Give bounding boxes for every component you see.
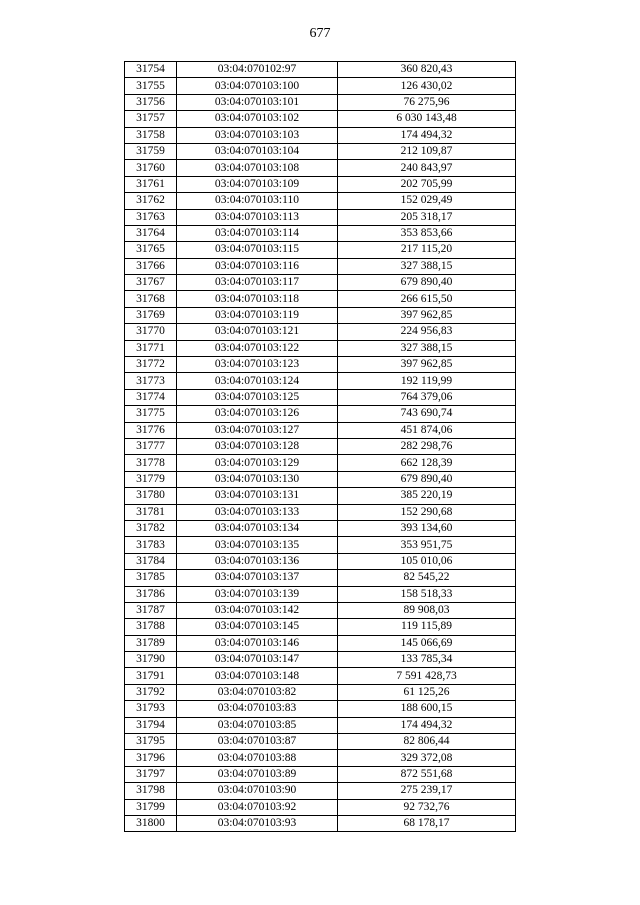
row-number-cell: 31796 (125, 750, 177, 766)
table-row (125, 570, 516, 586)
cadastral-value-cell: 205 318,17 (338, 209, 516, 225)
cadastral-number-cell: 03:04:070103:147 (177, 652, 338, 668)
table-row (125, 127, 516, 143)
table-row (125, 750, 516, 766)
cadastral-value-cell: 126 430,02 (338, 78, 516, 94)
cadastral-value-cell: 397 962,85 (338, 357, 516, 373)
cadastral-value-cell: 872 551,68 (338, 766, 516, 782)
table-row (125, 340, 516, 356)
table-row (125, 815, 516, 831)
table-row (125, 209, 516, 225)
table-row (125, 242, 516, 258)
table-row (125, 143, 516, 159)
cadastral-value-cell: 119 115,89 (338, 619, 516, 635)
cadastral-value-cell: 743 690,74 (338, 406, 516, 422)
cadastral-value-cell: 360 820,43 (338, 62, 516, 78)
cadastral-value-cell: 275 239,17 (338, 783, 516, 799)
row-number-cell: 31763 (125, 209, 177, 225)
cadastral-number-cell: 03:04:070103:130 (177, 471, 338, 487)
cadastral-number-cell: 03:04:070103:128 (177, 438, 338, 454)
row-number-cell: 31756 (125, 94, 177, 110)
row-number-cell: 31757 (125, 111, 177, 127)
cadastral-value-cell: 240 843,97 (338, 160, 516, 176)
table-row (125, 78, 516, 94)
cadastral-number-cell: 03:04:070102:97 (177, 62, 338, 78)
table-row (125, 471, 516, 487)
row-number-cell: 31786 (125, 586, 177, 602)
row-number-cell: 31759 (125, 143, 177, 159)
cadastral-value-cell: 327 388,15 (338, 340, 516, 356)
table-row (125, 684, 516, 700)
cadastral-number-cell: 03:04:070103:104 (177, 143, 338, 159)
cadastral-value-cell: 202 705,99 (338, 176, 516, 192)
cadastral-value-cell: 82 545,22 (338, 570, 516, 586)
row-number-cell: 31799 (125, 799, 177, 815)
table-row (125, 734, 516, 750)
cadastral-number-cell: 03:04:070103:92 (177, 799, 338, 815)
cadastral-value-cell: 224 956,83 (338, 324, 516, 340)
cadastral-value-cell: 353 853,66 (338, 225, 516, 241)
table-row (125, 783, 516, 799)
cadastral-number-cell: 03:04:070103:109 (177, 176, 338, 192)
row-number-cell: 31798 (125, 783, 177, 799)
cadastral-number-cell: 03:04:070103:93 (177, 815, 338, 831)
row-number-cell: 31761 (125, 176, 177, 192)
table-row (125, 635, 516, 651)
row-number-cell: 31767 (125, 275, 177, 291)
cadastral-number-cell: 03:04:070103:133 (177, 504, 338, 520)
table-row (125, 62, 516, 78)
cadastral-value-cell: 397 962,85 (338, 307, 516, 323)
cadastral-value-cell: 451 874,06 (338, 422, 516, 438)
table-row (125, 455, 516, 471)
row-number-cell: 31790 (125, 652, 177, 668)
table-row (125, 193, 516, 209)
row-number-cell: 31760 (125, 160, 177, 176)
row-number-cell: 31779 (125, 471, 177, 487)
cadastral-number-cell: 03:04:070103:129 (177, 455, 338, 471)
table-row (125, 291, 516, 307)
cadastral-number-cell: 03:04:070103:102 (177, 111, 338, 127)
cadastral-number-cell: 03:04:070103:108 (177, 160, 338, 176)
cadastral-value-cell: 82 806,44 (338, 734, 516, 750)
cadastral-number-cell: 03:04:070103:145 (177, 619, 338, 635)
row-number-cell: 31777 (125, 438, 177, 454)
cadastral-number-cell: 03:04:070103:113 (177, 209, 338, 225)
cadastral-value-cell: 353 951,75 (338, 537, 516, 553)
cadastral-value-cell: 212 109,87 (338, 143, 516, 159)
row-number-cell: 31791 (125, 668, 177, 684)
cadastral-value-cell: 192 119,99 (338, 373, 516, 389)
row-number-cell: 31783 (125, 537, 177, 553)
cadastral-number-cell: 03:04:070103:148 (177, 668, 338, 684)
row-number-cell: 31754 (125, 62, 177, 78)
cadastral-number-cell: 03:04:070103:85 (177, 717, 338, 733)
cadastral-number-cell: 03:04:070103:87 (177, 734, 338, 750)
table-row (125, 504, 516, 520)
cadastral-value-cell: 152 029,49 (338, 193, 516, 209)
cadastral-value-cell: 217 115,20 (338, 242, 516, 258)
cadastral-number-cell: 03:04:070103:122 (177, 340, 338, 356)
cadastral-value-cell: 662 128,39 (338, 455, 516, 471)
row-number-cell: 31789 (125, 635, 177, 651)
cadastral-number-cell: 03:04:070103:101 (177, 94, 338, 110)
cadastral-value-cell: 105 010,06 (338, 553, 516, 569)
cadastral-number-cell: 03:04:070103:142 (177, 602, 338, 618)
row-number-cell: 31770 (125, 324, 177, 340)
cadastral-value-cell: 385 220,19 (338, 488, 516, 504)
table-row (125, 307, 516, 323)
table-row (125, 537, 516, 553)
cadastral-number-cell: 03:04:070103:146 (177, 635, 338, 651)
cadastral-number-cell: 03:04:070103:89 (177, 766, 338, 782)
row-number-cell: 31793 (125, 701, 177, 717)
cadastral-number-cell: 03:04:070103:100 (177, 78, 338, 94)
table-row (125, 488, 516, 504)
cadastral-number-cell: 03:04:070103:119 (177, 307, 338, 323)
cadastral-number-cell: 03:04:070103:125 (177, 389, 338, 405)
table-row (125, 619, 516, 635)
cadastral-number-cell: 03:04:070103:127 (177, 422, 338, 438)
row-number-cell: 31755 (125, 78, 177, 94)
table-row (125, 422, 516, 438)
row-number-cell: 31782 (125, 520, 177, 536)
row-number-cell: 31768 (125, 291, 177, 307)
cadastral-number-cell: 03:04:070103:88 (177, 750, 338, 766)
cadastral-value-cell: 329 372,08 (338, 750, 516, 766)
cadastral-value-cell: 133 785,34 (338, 652, 516, 668)
cadastral-value-cell: 266 615,50 (338, 291, 516, 307)
cadastral-number-cell: 03:04:070103:123 (177, 357, 338, 373)
cadastral-number-cell: 03:04:070103:83 (177, 701, 338, 717)
table-row (125, 275, 516, 291)
cadastral-number-cell: 03:04:070103:121 (177, 324, 338, 340)
cadastral-value-cell: 61 125,26 (338, 684, 516, 700)
cadastral-value-cell: 764 379,06 (338, 389, 516, 405)
cadastral-value-cell: 393 134,60 (338, 520, 516, 536)
cadastral-value-cell: 174 494,32 (338, 127, 516, 143)
table-row (125, 258, 516, 274)
table-row (125, 406, 516, 422)
cadastral-value-table (124, 61, 516, 832)
cadastral-number-cell: 03:04:070103:124 (177, 373, 338, 389)
table-row (125, 373, 516, 389)
cadastral-value-cell: 152 290,68 (338, 504, 516, 520)
cadastral-number-cell: 03:04:070103:82 (177, 684, 338, 700)
cadastral-number-cell: 03:04:070103:110 (177, 193, 338, 209)
cadastral-number-cell: 03:04:070103:114 (177, 225, 338, 241)
row-number-cell: 31764 (125, 225, 177, 241)
table-row (125, 438, 516, 454)
cadastral-number-cell: 03:04:070103:90 (177, 783, 338, 799)
row-number-cell: 31784 (125, 553, 177, 569)
row-number-cell: 31778 (125, 455, 177, 471)
table-row (125, 225, 516, 241)
row-number-cell: 31769 (125, 307, 177, 323)
table-row (125, 160, 516, 176)
cadastral-value-cell: 327 388,15 (338, 258, 516, 274)
table-row (125, 717, 516, 733)
table-row (125, 799, 516, 815)
table-row (125, 94, 516, 110)
cadastral-value-cell: 679 890,40 (338, 471, 516, 487)
cadastral-number-cell: 03:04:070103:136 (177, 553, 338, 569)
cadastral-value-cell: 282 298,76 (338, 438, 516, 454)
table-row (125, 553, 516, 569)
table-row (125, 766, 516, 782)
cadastral-value-cell: 68 178,17 (338, 815, 516, 831)
table-body (125, 62, 516, 832)
row-number-cell: 31785 (125, 570, 177, 586)
cadastral-number-cell: 03:04:070103:131 (177, 488, 338, 504)
cadastral-number-cell: 03:04:070103:115 (177, 242, 338, 258)
row-number-cell: 31773 (125, 373, 177, 389)
row-number-cell: 31776 (125, 422, 177, 438)
cadastral-number-cell: 03:04:070103:137 (177, 570, 338, 586)
cadastral-number-cell: 03:04:070103:116 (177, 258, 338, 274)
cadastral-value-cell: 7 591 428,73 (338, 668, 516, 684)
table-row (125, 324, 516, 340)
row-number-cell: 31795 (125, 734, 177, 750)
page-number: 677 (309, 26, 331, 41)
cadastral-value-cell: 188 600,15 (338, 701, 516, 717)
table-row (125, 602, 516, 618)
cadastral-value-cell: 89 908,03 (338, 602, 516, 618)
cadastral-value-cell: 6 030 143,48 (338, 111, 516, 127)
row-number-cell: 31766 (125, 258, 177, 274)
table-row (125, 520, 516, 536)
row-number-cell: 31775 (125, 406, 177, 422)
table-row (125, 668, 516, 684)
cadastral-value-cell: 679 890,40 (338, 275, 516, 291)
cadastral-number-cell: 03:04:070103:139 (177, 586, 338, 602)
row-number-cell: 31788 (125, 619, 177, 635)
row-number-cell: 31797 (125, 766, 177, 782)
cadastral-number-cell: 03:04:070103:126 (177, 406, 338, 422)
cadastral-number-cell: 03:04:070103:117 (177, 275, 338, 291)
table-row (125, 389, 516, 405)
table-row (125, 701, 516, 717)
row-number-cell: 31794 (125, 717, 177, 733)
cadastral-value-cell: 92 732,76 (338, 799, 516, 815)
row-number-cell: 31758 (125, 127, 177, 143)
cadastral-value-cell: 174 494,32 (338, 717, 516, 733)
cadastral-number-cell: 03:04:070103:135 (177, 537, 338, 553)
cadastral-number-cell: 03:04:070103:118 (177, 291, 338, 307)
row-number-cell: 31774 (125, 389, 177, 405)
table-row (125, 357, 516, 373)
row-number-cell: 31780 (125, 488, 177, 504)
row-number-cell: 31765 (125, 242, 177, 258)
row-number-cell: 31800 (125, 815, 177, 831)
table-row (125, 652, 516, 668)
row-number-cell: 31762 (125, 193, 177, 209)
table-row (125, 176, 516, 192)
cadastral-value-cell: 145 066,69 (338, 635, 516, 651)
cadastral-number-cell: 03:04:070103:134 (177, 520, 338, 536)
cadastral-number-cell: 03:04:070103:103 (177, 127, 338, 143)
cadastral-value-cell: 76 275,96 (338, 94, 516, 110)
row-number-cell: 31792 (125, 684, 177, 700)
row-number-cell: 31771 (125, 340, 177, 356)
row-number-cell: 31772 (125, 357, 177, 373)
table-row (125, 586, 516, 602)
table-row (125, 111, 516, 127)
cadastral-value-cell: 158 518,33 (338, 586, 516, 602)
row-number-cell: 31781 (125, 504, 177, 520)
row-number-cell: 31787 (125, 602, 177, 618)
